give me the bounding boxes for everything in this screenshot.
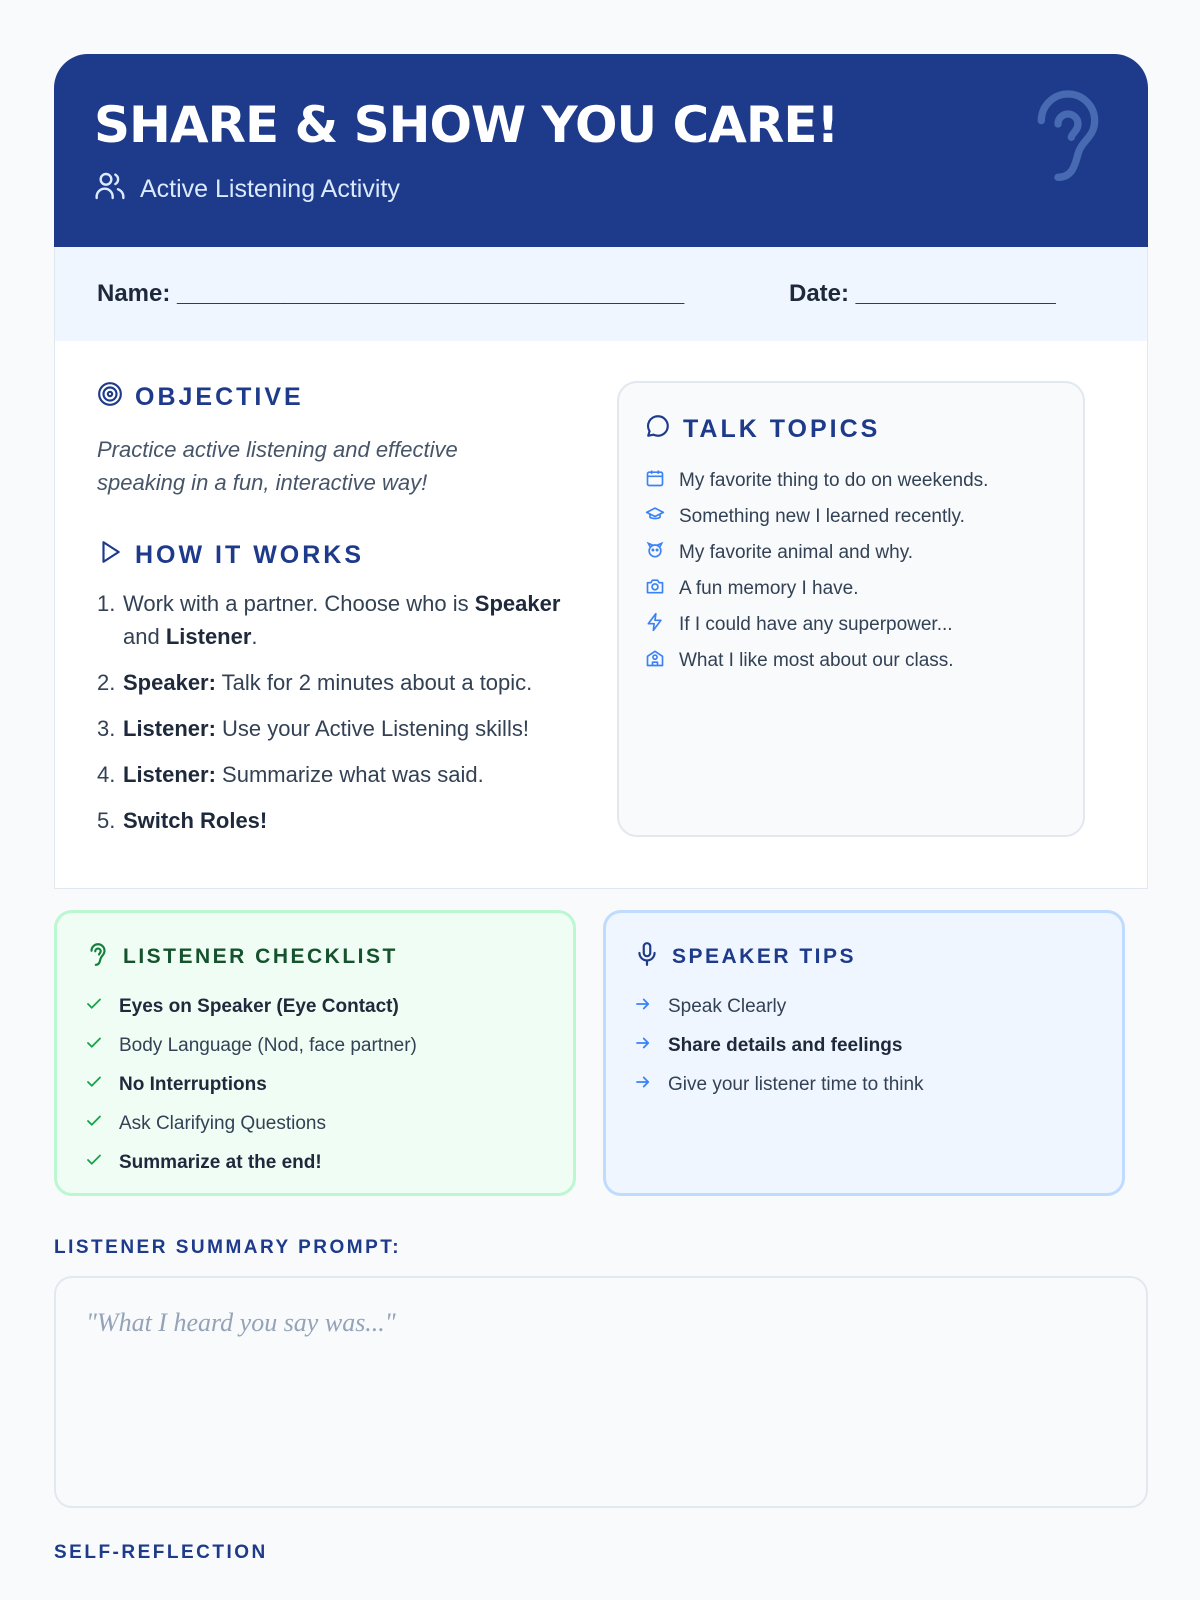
step-text: [123, 804, 267, 837]
summary-input[interactable]: "What I heard you say was...": [54, 1276, 1148, 1508]
speaker-tips-card: [603, 910, 1125, 1196]
tip-text: Give your listener time to think: [668, 1073, 924, 1095]
speaker-tips-heading-text: SPEAKER TIPS: [672, 945, 857, 968]
step-bold: Listener:: [123, 762, 216, 787]
lightning-icon: [645, 612, 665, 638]
list-item: [85, 1026, 417, 1065]
talk-topics-heading: [645, 413, 880, 446]
arrow-right-icon: [634, 1034, 652, 1058]
step-bold: Speaker: [474, 591, 561, 616]
list-item: [645, 535, 988, 571]
step-number: 1.: [97, 591, 116, 616]
topic-text: If I could have any superpower...: [679, 614, 953, 635]
step-bold: Switch Roles!: [123, 808, 268, 833]
step-item: [97, 666, 587, 699]
topic-text: A fun memory I have.: [679, 578, 859, 599]
subtitle-text: Active Listening Activity: [140, 175, 400, 203]
ear-icon: [85, 941, 111, 973]
users-icon: [94, 170, 126, 209]
checklist-text: Ask Clarifying Questions: [119, 1112, 326, 1134]
microphone-icon: [634, 941, 660, 973]
how-it-works-heading: [97, 539, 364, 572]
calendar-icon: [645, 468, 665, 494]
step-text-part: and: [123, 624, 166, 649]
list-item: [634, 1065, 924, 1104]
listener-checklist-heading: [85, 941, 398, 973]
worksheet: [54, 54, 1148, 1563]
step-text-part: Talk for 2 minutes about a topic.: [215, 670, 533, 695]
step-bold: Listener: [165, 624, 252, 649]
objective-text: Practice active listening and effective speaking in a fun, interactive way!: [97, 437, 458, 495]
topic-text: Something new I learned recently.: [679, 506, 965, 527]
step-number: 4.: [97, 762, 116, 787]
page-subtitle: [94, 170, 400, 209]
step-number: 3.: [97, 716, 116, 741]
step-bold: Listener:: [123, 716, 216, 741]
checklist: [85, 987, 417, 1182]
check-icon: [85, 1073, 103, 1097]
header-banner: [54, 54, 1148, 247]
step-item: [97, 712, 587, 745]
tip-text: Share details and feelings: [668, 1034, 903, 1056]
listener-checklist-card: [54, 910, 576, 1196]
list-item: [85, 1065, 417, 1104]
list-item: [645, 499, 988, 535]
arrow-right-icon: [634, 995, 652, 1019]
page-title: SHARE & SHOW YOU CARE!: [94, 96, 839, 154]
step-text-part: .: [251, 624, 258, 649]
school-icon: [645, 648, 665, 674]
name-field[interactable]: Name: ______________________________________: [97, 280, 685, 307]
arrow-right-icon: [634, 1073, 652, 1097]
name-date-strip: [54, 247, 1148, 341]
step-item: [97, 804, 587, 837]
checklist-text: Summarize at the end!: [119, 1151, 322, 1173]
talk-topics-card: [617, 381, 1085, 837]
talk-topics-heading-text: TALK TOPICS: [683, 415, 881, 443]
topic-text: My favorite animal and why.: [679, 542, 914, 563]
objective-heading-text: OBJECTIVE: [135, 383, 304, 411]
self-reflection-label: SELF-REFLECTION: [54, 1542, 268, 1563]
step-text-part: Work with a partner. Choose who is: [123, 591, 475, 616]
list-item: [645, 571, 988, 607]
list-item: [634, 987, 924, 1026]
summary-prompt-label: LISTENER SUMMARY PROMPT:: [54, 1237, 402, 1258]
check-icon: [85, 995, 103, 1019]
step-text: [123, 587, 587, 653]
list-item: [645, 463, 988, 499]
play-icon: [97, 539, 123, 572]
step-text-part: Use your Active Listening skills!: [215, 716, 529, 741]
check-icon: [85, 1151, 103, 1175]
list-item: [85, 1104, 417, 1143]
tip-text: Speak Clearly: [668, 995, 787, 1017]
step-text: [123, 712, 529, 745]
target-icon: [97, 381, 123, 414]
steps-list: [97, 587, 587, 850]
step-text: [123, 758, 484, 791]
list-item: [85, 987, 417, 1026]
list-item: [645, 643, 988, 679]
step-item: [97, 587, 587, 653]
check-icon: [85, 1034, 103, 1058]
step-bold: Speaker:: [123, 670, 216, 695]
tips-cards: [54, 910, 1148, 1196]
chat-bubble-icon: [645, 413, 671, 446]
step-text-part: Summarize what was said.: [215, 762, 484, 787]
list-item: [85, 1143, 417, 1182]
graduation-cap-icon: [645, 504, 665, 530]
checklist-text: Body Language (Nod, face partner): [119, 1034, 417, 1056]
checklist-text: No Interruptions: [119, 1073, 267, 1095]
step-text: [123, 666, 532, 699]
objective-heading: [97, 381, 304, 414]
check-icon: [85, 1112, 103, 1136]
date-field[interactable]: Date: _______________: [789, 280, 1056, 307]
listener-checklist-heading-text: LISTENER CHECKLIST: [123, 945, 398, 968]
camera-icon: [645, 576, 665, 602]
step-item: [97, 758, 587, 791]
main-section: [54, 341, 1148, 889]
how-it-works-heading-text: HOW IT WORKS: [135, 541, 365, 569]
list-item: [645, 607, 988, 643]
list-item: [634, 1026, 924, 1065]
animal-icon: [645, 540, 665, 566]
tips-list: [634, 987, 924, 1104]
topic-text: What I like most about our class.: [679, 650, 954, 671]
step-number: 2.: [97, 670, 116, 695]
checklist-text: Eyes on Speaker (Eye Contact): [119, 995, 399, 1017]
ear-icon: [1028, 84, 1108, 188]
speaker-tips-heading: [634, 941, 856, 973]
topic-list: [645, 463, 988, 679]
step-number: 5.: [97, 808, 116, 833]
topic-text: My favorite thing to do on weekends.: [679, 470, 989, 491]
